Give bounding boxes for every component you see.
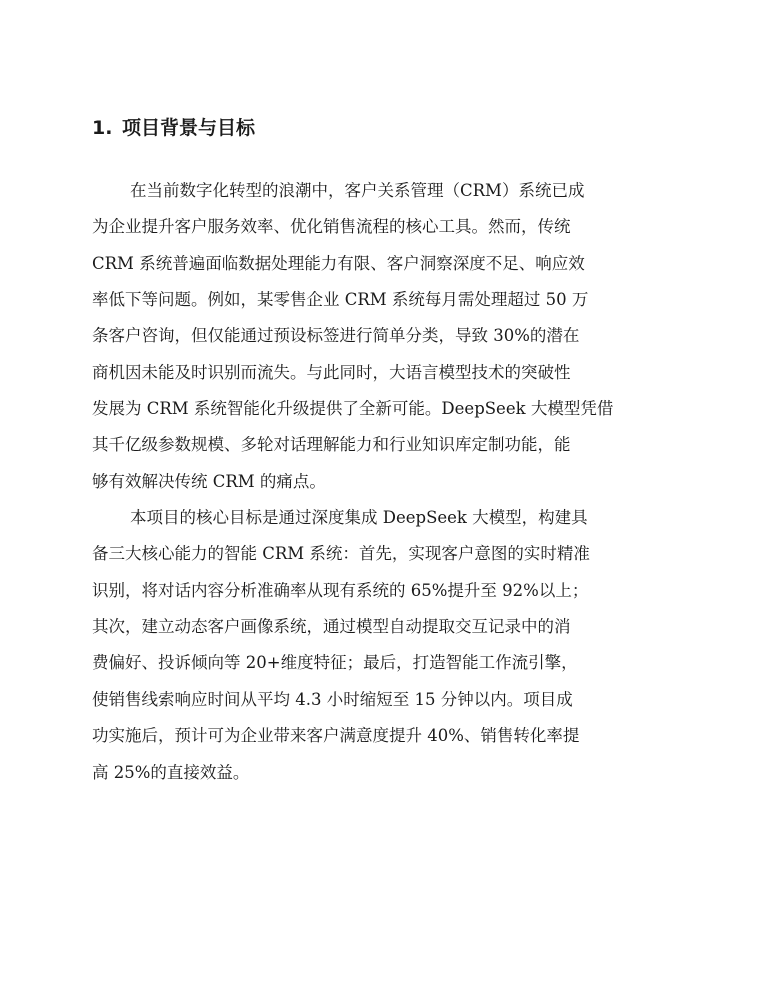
paragraph-line: 发展为 CRM 系统智能化升级提供了全新可能。DeepSeek 大模型凭借 [92, 399, 614, 419]
paragraph-line: 使销售线索响应时间从平均 4.3 小时缩短至 15 分钟以内。项目成 [92, 689, 573, 709]
section-heading [92, 113, 255, 143]
paragraph-line: CRM 系统普遍面临数据处理能力有限、客户洞察深度不足、响应效 [92, 253, 585, 273]
paragraph-line: 其次，建立动态客户画像系统，通过模型自动提取交互记录中的消 [92, 617, 571, 637]
paragraph-line: 为企业提升客户服务效率、优化销售流程的核心工具。然而，传统 [92, 217, 571, 237]
section-title: 项目背景与目标 [122, 117, 256, 139]
paragraph-line: 在当前数字化转型的浪潮中，客户关系管理（CRM）系统已成 [130, 181, 585, 200]
section-number: 1. [92, 117, 113, 139]
paragraph-line: 费偏好、投诉倾向等 20+维度特征；最后，打造智能工作流引擎， [92, 653, 578, 673]
paragraph-background [92, 173, 682, 500]
paragraph-line: 功实施后，预计可为企业带来客户满意度提升 40%、销售转化率提 [92, 726, 580, 746]
paragraph-line: 商机因未能及时识别而流失。与此同时，大语言模型技术的突破性 [92, 362, 571, 382]
paragraph-line: 识别，将对话内容分析准确率从现有系统的 65%提升至 92%以上； [92, 580, 589, 600]
paragraph-line: 备三大核心能力的智能 CRM 系统：首先，实现客户意图的实时精准 [92, 544, 590, 564]
paragraph-objectives [92, 500, 682, 791]
paragraph-line: 本项目的核心目标是通过深度集成 DeepSeek 大模型，构建具 [130, 508, 588, 528]
paragraph-line: 条客户咨询，但仅能通过预设标签进行简单分类，导致 30%的潜在 [92, 326, 580, 346]
paragraph-line: 其千亿级参数规模、多轮对话理解能力和行业知识库定制功能，能 [92, 435, 571, 455]
paragraph-line: 率低下等问题。例如，某零售企业 CRM 系统每月需处理超过 50 万 [92, 290, 589, 310]
document-body [92, 173, 682, 791]
paragraph-line: 高 25%的直接效益。 [92, 762, 250, 782]
paragraph-line: 够有效解决传统 CRM 的痛点。 [92, 471, 326, 491]
